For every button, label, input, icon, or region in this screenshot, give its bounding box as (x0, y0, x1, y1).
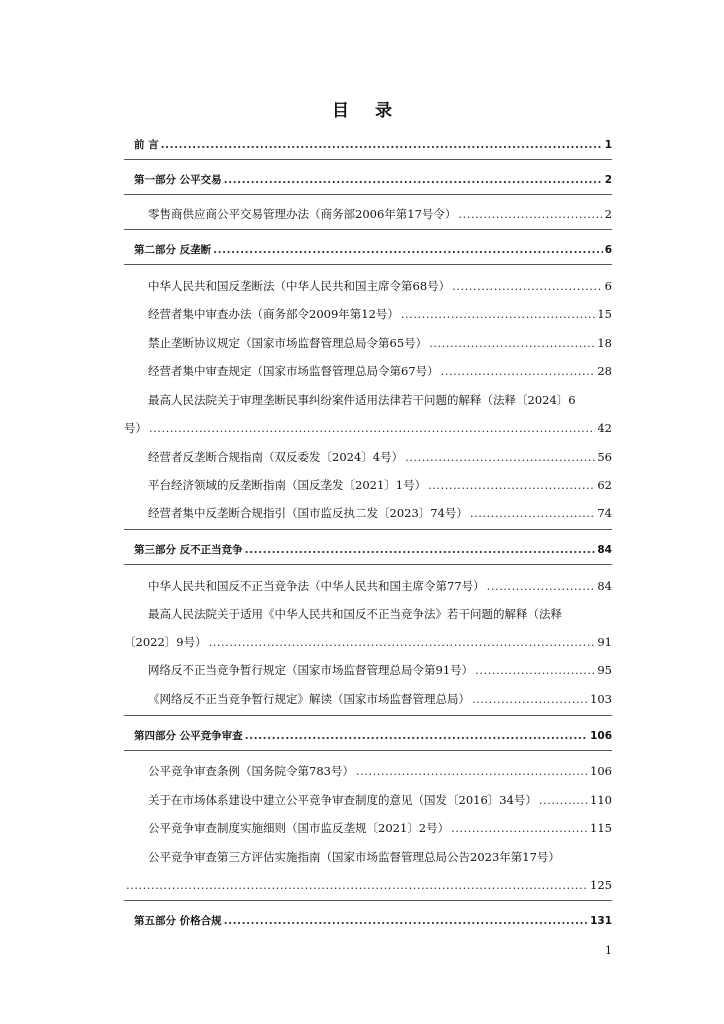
toc-entry-p4-4-line2[interactable] (124, 878, 612, 892)
toc-entry-label: 公平竞争审查条例（国务院令第783号） (148, 764, 354, 778)
toc-section-part4[interactable] (134, 728, 612, 743)
toc-entry-p2-1[interactable] (148, 279, 612, 293)
dot-leader (224, 172, 603, 186)
dot-leader (224, 913, 588, 927)
toc-page-number: 6 (604, 244, 612, 256)
dot-leader (472, 692, 588, 706)
dot-leader (452, 279, 603, 293)
dot-leader (126, 878, 588, 892)
toc-page-number: 91 (597, 635, 612, 649)
dot-leader (405, 450, 595, 464)
section-divider (124, 264, 612, 265)
toc-entry-label: 前 言 (134, 139, 159, 151)
toc-entry-label: 禁止垄断协议规定（国家市场监督管理总局令第65号） (148, 336, 428, 350)
toc-entry-label: 第四部分 公平竞争审查 (134, 730, 243, 742)
toc-entry-p3-4[interactable] (148, 692, 612, 706)
toc-entry-p2-2[interactable] (148, 307, 612, 321)
toc-entry-label: 号） (124, 421, 147, 435)
toc-entry-label: 经营者集中审查规定（国家市场监督管理总局令第67号） (148, 364, 439, 378)
toc-entry-label: 零售商供应商公平交易管理办法（商务部2006年第17号令） (148, 207, 457, 221)
toc-entry-preface[interactable] (134, 137, 612, 152)
toc-page-number: 106 (590, 730, 612, 742)
dot-leader (245, 542, 596, 556)
toc-entry-label: 关于在市场体系建设中建立公平竞争审查制度的意见（国发〔2016〕34号） (148, 793, 537, 807)
section-divider (124, 159, 612, 160)
toc-page-number: 131 (590, 915, 612, 927)
dot-leader (441, 364, 596, 378)
toc-page-number: 42 (597, 421, 612, 435)
toc-page-number: 103 (590, 692, 612, 706)
toc-page-number: 110 (590, 793, 612, 807)
toc-entry-label: 平台经济领域的反垄断指南（国反垄发〔2021〕1号） (148, 478, 427, 492)
toc-page-number: 18 (597, 336, 612, 350)
toc-section-part3[interactable] (134, 542, 612, 557)
toc-entry-p2-5-line1[interactable]: 最高人民法院关于审理垄断民事纠纷案件适用法律若干问题的解释（法释〔2024〕6 (148, 393, 576, 407)
toc-page-number: 74 (597, 506, 612, 520)
section-divider (124, 194, 612, 195)
dot-leader (401, 307, 595, 321)
toc-page-number: 56 (597, 450, 612, 464)
toc-entry-p2-5-line2[interactable] (124, 421, 612, 435)
toc-entry-p2-4[interactable] (148, 364, 612, 378)
toc-page-number: 2 (604, 207, 612, 221)
toc-entry-p4-3[interactable] (148, 821, 612, 835)
toc-entry-p3-2-line1[interactable]: 最高人民法院关于适用《中华人民共和国反不正当竞争法》若干问题的解释（法释 (148, 607, 562, 621)
toc-page-number: 2 (604, 174, 612, 186)
toc-page-number: 115 (590, 821, 612, 835)
toc-entry-p4-2[interactable] (148, 793, 612, 807)
toc-entry-label: 网络反不正当竞争暂行规定（国家市场监督管理总局令第91号） (148, 663, 474, 677)
dot-leader (487, 579, 596, 593)
toc-page-number: 106 (590, 764, 612, 778)
toc-section-part2[interactable] (134, 242, 612, 257)
toc-entry-label: 经营者集中审查办法（商务部令2009年第12号） (148, 307, 399, 321)
toc-page-number: 95 (597, 663, 612, 677)
dot-leader (451, 821, 588, 835)
dot-leader (539, 793, 588, 807)
toc-entry-label: 中华人民共和国反不正当竞争法（中华人民共和国主席令第77号） (148, 579, 485, 593)
toc-entry-label: 第一部分 公平交易 (134, 174, 222, 186)
toc-section-part1[interactable] (134, 172, 612, 187)
toc-entry-p2-6[interactable] (148, 450, 612, 464)
toc-entry-p3-3[interactable] (148, 663, 612, 677)
toc-page-number: 125 (590, 878, 612, 892)
toc-entry-p4-1[interactable] (148, 764, 612, 778)
toc-entry-label: 第二部分 反垄断 (134, 244, 212, 256)
toc-entry-p3-2-line2[interactable] (124, 635, 612, 649)
section-divider (124, 715, 612, 716)
section-divider (124, 900, 612, 901)
dot-leader (245, 728, 588, 742)
toc-entry-p1-1[interactable] (148, 207, 612, 221)
toc-entry-label: 经营者反垄断合规指南（双反委发〔2024〕4号） (148, 450, 404, 464)
dot-leader (458, 207, 602, 221)
toc-page-number: 15 (597, 307, 612, 321)
toc-entry-label: 中华人民共和国反垄断法（中华人民共和国主席令第68号） (148, 279, 451, 293)
toc-page-number: 6 (604, 279, 612, 293)
dot-leader (429, 336, 595, 350)
dot-leader (475, 663, 595, 677)
toc-page-number: 28 (597, 364, 612, 378)
toc-entry-label: 第五部分 价格合规 (134, 915, 222, 927)
toc-entry-label: 经营者集中反垄断合规指引（国市监反执二发〔2023〕74号） (148, 506, 468, 520)
toc-entry-label: 《网络反不正当竞争暂行规定》解读（国家市场监督管理总局） (148, 692, 470, 706)
section-divider (124, 229, 612, 230)
toc-entry-label: 第三部分 反不正当竞争 (134, 544, 243, 556)
toc-entry-label: 〔2022〕9号） (124, 635, 207, 649)
toc-entry-p2-7[interactable] (148, 478, 612, 492)
toc-page-number: 84 (597, 579, 612, 593)
dot-leader (470, 506, 595, 520)
toc-title: 目 录 (332, 101, 402, 121)
toc-entry-p4-4-line1[interactable]: 公平竞争审查第三方评估实施指南（国家市场监督管理总局公告2023年第17号） (148, 850, 560, 864)
dot-leader (161, 137, 603, 151)
dot-leader (209, 635, 596, 649)
dot-leader (356, 764, 588, 778)
toc-page-number: 1 (604, 139, 612, 151)
toc-entry-p2-8[interactable] (148, 506, 612, 520)
toc-entry-p2-3[interactable] (148, 336, 612, 350)
toc-page-number: 84 (597, 544, 612, 556)
toc-page-number: 62 (597, 478, 612, 492)
section-divider (124, 564, 612, 565)
toc-entry-p3-1[interactable] (148, 579, 612, 593)
dot-leader (213, 242, 603, 256)
section-divider (124, 529, 612, 530)
page-footer-number: 1 (605, 944, 612, 957)
section-divider (124, 750, 612, 751)
dot-leader (428, 478, 595, 492)
toc-section-part5[interactable] (134, 913, 612, 928)
dot-leader (149, 421, 595, 435)
toc-entry-label: 公平竞争审查制度实施细则（国市监反垄规〔2021〕2号） (148, 821, 450, 835)
